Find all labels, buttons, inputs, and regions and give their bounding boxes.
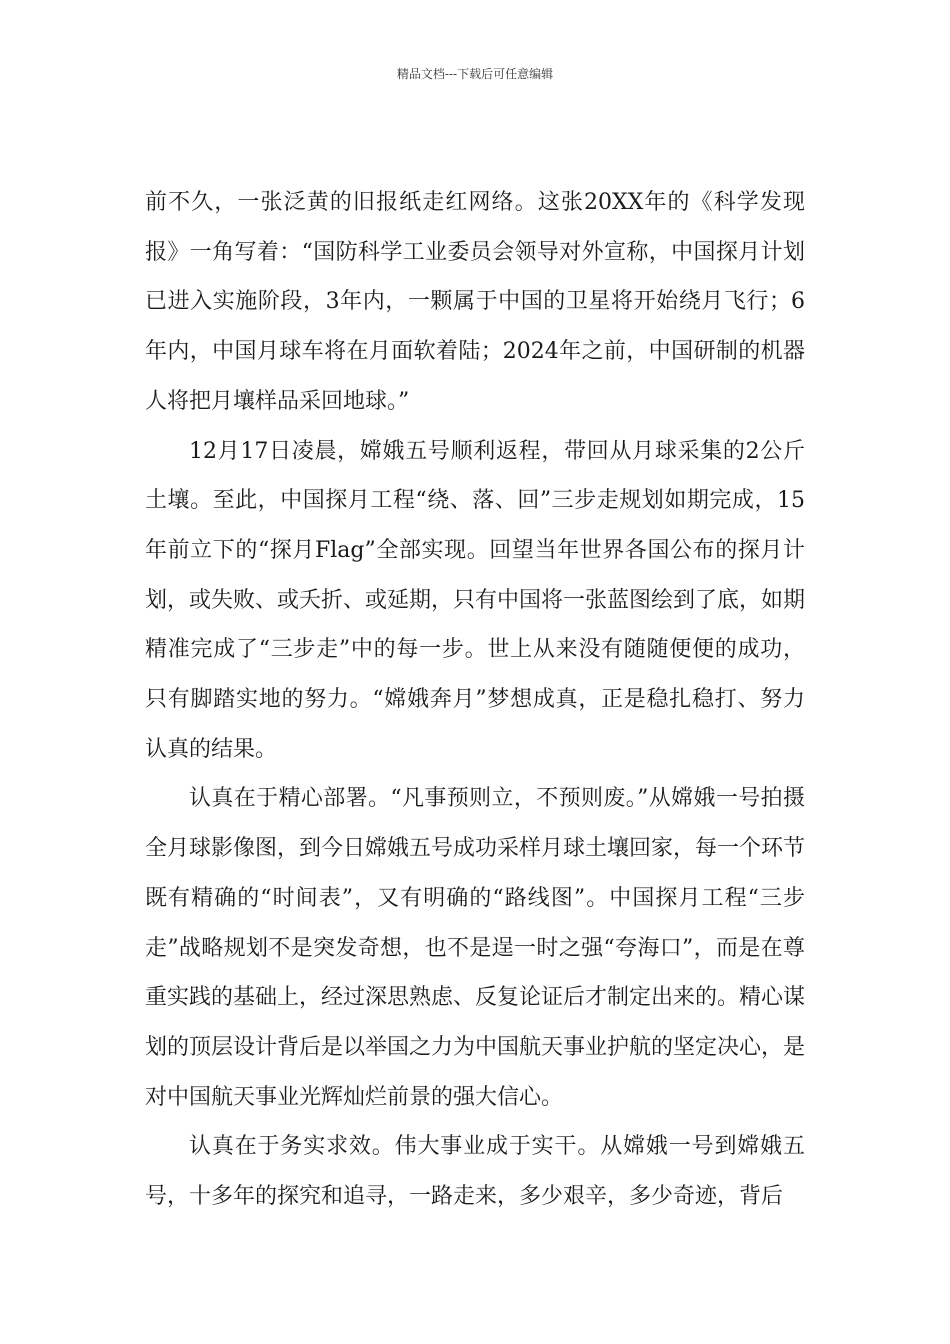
paragraph-3: 认真在于精心部署。“凡事预则立，不预则废。”从嫦娥一号拍摄全月球影像图，到今日嫦娥五号成功采样月球土壤回家，每一个环节既有精确的“时间表”，又有明确的“路线图”。中国探月工程“三步走”战略规划不是突发奇想，也不是逞一时之强“夸海口”，而是在尊重实践的基础上，经过深思熟虑、反复论证后才制定出来的。精心谋划的顶层设计背后是以举国之力为中国航天事业护航的坚定决心，是对中国航天事业光辉灿烂前景的强大信心。 xyxy=(145,786,806,1110)
page-header: 精品文档---下载后可任意编辑 xyxy=(396,67,554,81)
paragraph-2: 12月17日凌晨，嫦娥五号顺利返程，带回从月球采集的2公斤土壤。至此，中国探月工程“绕、落、回”三步走规划如期完成，15年前立下的“探月Flag”全部实现。回望当年世界各国公布的探月计划，或失败、或夭折、或延期，只有中国将一张蓝图绘到了底，如期精准完成了“三步走”中的每一步。世上从来没有随随便便的成功，只有脚踏实地的努力。“嫦娥奔月”梦想成真，正是稳扎稳打、努力认真的结果。 xyxy=(145,438,806,762)
paragraph-4: 认真在于务实求效。伟大事业成于实干。从嫦娥一号到嫦娥五号，十多年的探究和追寻，一路走来，多少艰辛，多少奇迹，背后 xyxy=(145,1134,805,1210)
document-body xyxy=(145,178,805,1222)
paragraph-1: 前不久，一张泛黄的旧报纸走红网络。这张20XX年的《科学发现报》一角写着：“国防科学工业委员会领导对外宣称，中国探月计划已进入实施阶段，3年内，一颗属于中国的卫星将开始绕月飞行；6年内，中国月球车将在月面软着陆；2024年之前，中国研制的机器人将把月壤样品采回地球。” xyxy=(145,190,805,414)
